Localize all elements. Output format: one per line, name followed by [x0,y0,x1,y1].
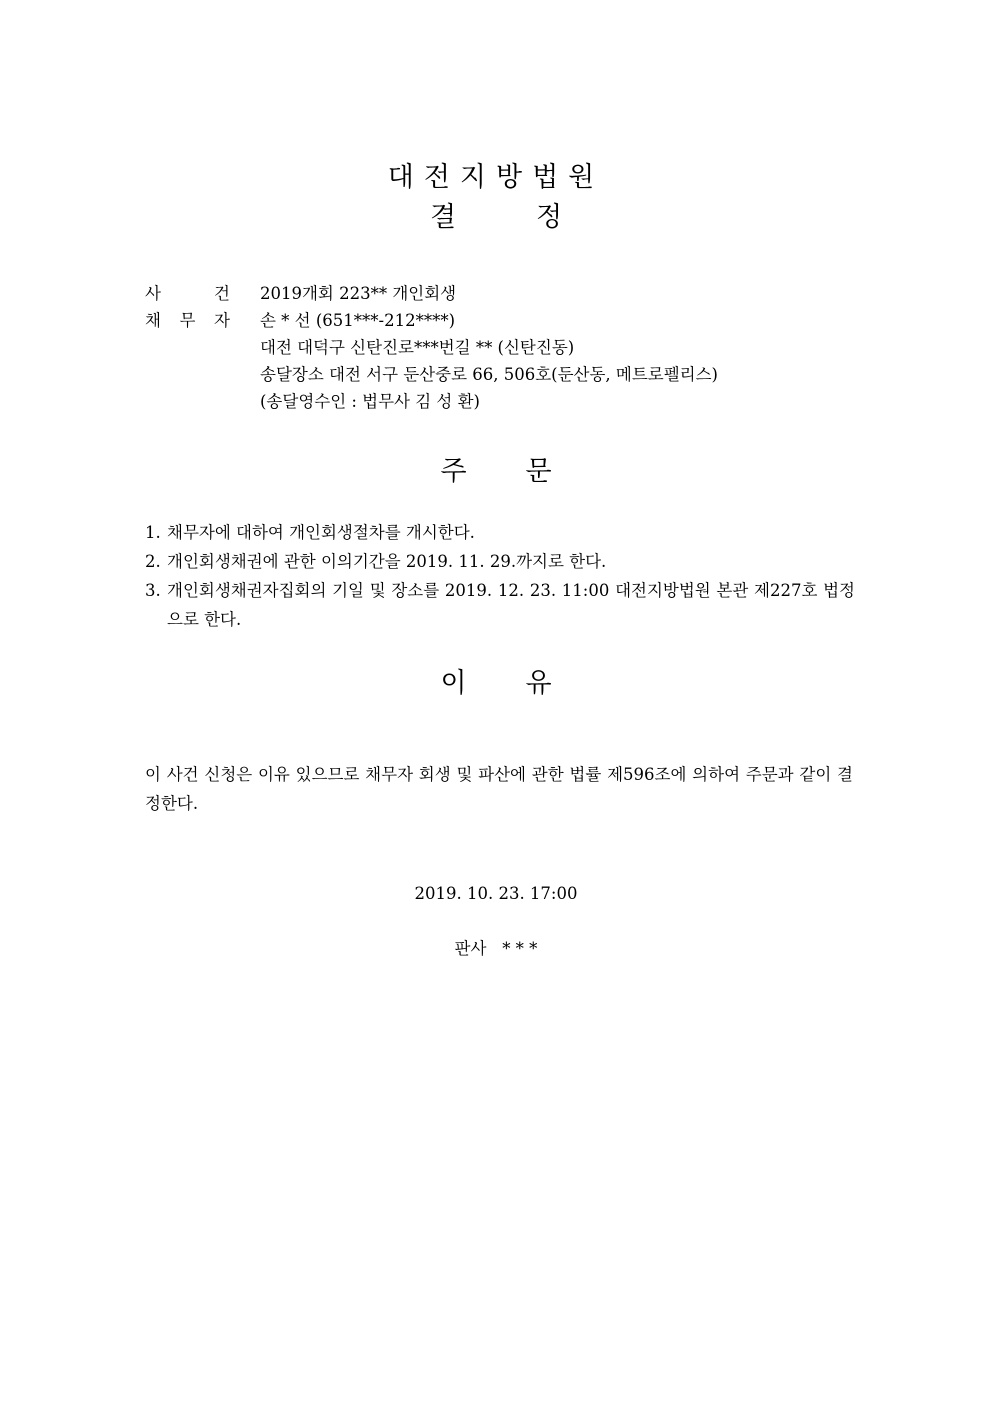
order-item [145,576,855,634]
order-text: 개인회생채권자집회의 기일 및 장소를 2019. 12. 23. 11:00 대전지방법원 본관 제227호 법정으로 한다. [167,581,855,629]
case-row [145,280,865,307]
order-number: 2. [145,552,161,571]
case-info [145,280,865,415]
document-title [0,200,992,236]
debtor-row [145,307,865,334]
order-text: 개인회생채권에 관한 이의기간을 2019. 11. 29.까지로 한다. [167,552,607,571]
debtor-label: 채 무 자 [145,311,230,330]
order-item [145,547,855,576]
order-text: 채무자에 대하여 개인회생절차를 개시한다. [167,523,475,542]
order-heading: 주 문 [440,456,552,487]
judge-name: * * * [502,939,538,958]
order-number: 3. [145,581,161,600]
debtor-address: 대전 대덕구 신탄진로***번길 ** (신탄진동) [260,338,575,357]
order-number: 1. [145,523,161,542]
case-number: 2019개회 223** 개인회생 [260,284,457,303]
order-item [145,518,855,547]
case-label: 사 건 [145,284,230,303]
judge-line [0,935,992,963]
document-title-right: 정 [535,202,563,233]
document-title-left: 결 [429,202,457,233]
reason-text: 이 사건 신청은 이유 있으므로 채무자 회생 및 파산에 관한 법률 제596조에 의하여 주문과 같이 결정한다. [145,765,853,813]
order-list [145,518,855,634]
judge-label: 판사 [454,939,487,958]
court-name: 대전지방법원 [387,162,605,193]
delivery-place: 송달장소 대전 서구 둔산중로 66, 506호(둔산동, 메트로펠리스) [260,365,718,384]
debtor-name: 손 * 선 (651***-212****) [260,311,456,330]
reason-heading: 이 유 [440,668,552,699]
decision-date: 2019. 10. 23. 17:00 [414,884,578,903]
delivery-recipient: (송달영수인 : 법무사 김 성 환) [260,392,480,411]
